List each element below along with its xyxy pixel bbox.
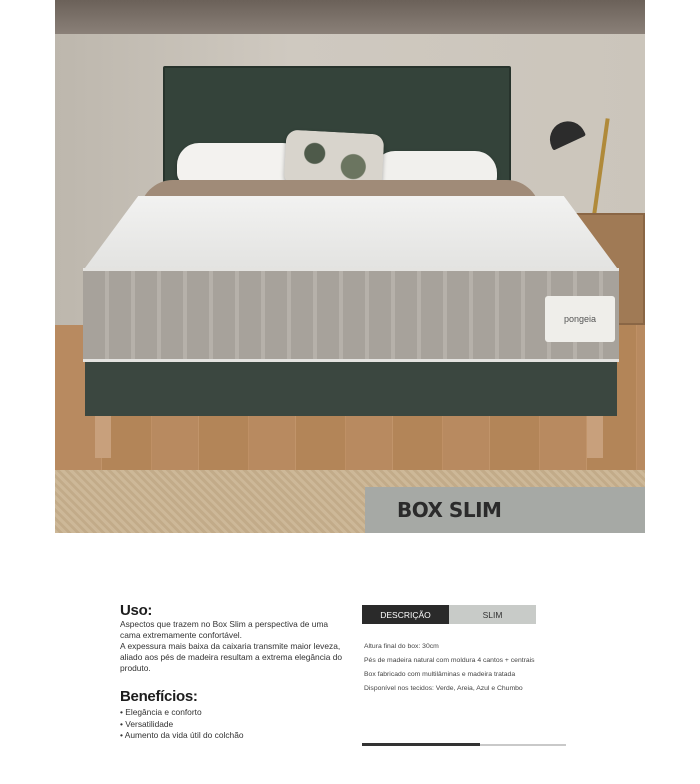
uso-heading: Uso: [120,602,153,619]
tab-bar [362,605,536,624]
spec-item: Pés de madeira natural com moldura 4 cantos + centrais [364,657,535,664]
list-item: • Versatilidade [120,718,174,729]
tab-slim[interactable]: SLIM [449,605,536,624]
product-title: BOX SLIM [397,498,502,522]
tab-descricao[interactable]: DESCRIÇÃO [362,605,449,624]
box-base [85,362,617,416]
product-photo [55,0,645,533]
scrollbar[interactable] [362,744,566,746]
beneficios-heading: Benefícios: [120,688,198,705]
list-item: • Aumento da vida útil do colchão [120,730,244,740]
mattress-top [85,196,617,268]
spec-item: Disponível nos tecidos: Verde, Areia, Azul e Chumbo [364,685,523,692]
brand-label: pongeia [545,296,615,342]
description-column [120,602,350,742]
beneficios-list [120,707,350,742]
spec-item: Altura final do box: 30cm [364,643,439,650]
product-title-band [365,487,645,533]
scrollbar-thumb[interactable] [362,743,480,746]
uso-paragraph: Aspectos que trazem no Box Slim a perspectiva de uma cama extremamente confortável. [120,619,329,640]
specs-list [364,640,614,696]
bed-leg [587,416,603,458]
uso-paragraph: A expessura mais baixa da caixaria transmite maior leveza, aliado aos pés de madeira resultam a extrema elegância do produto. [120,641,343,673]
spec-item: Box fabricado com multilâminas e madeira tratada [364,671,516,678]
mattress-side [83,268,619,362]
bed-leg [95,416,111,458]
list-item: • Elegância e conforto [120,707,202,717]
ceiling [55,0,645,34]
